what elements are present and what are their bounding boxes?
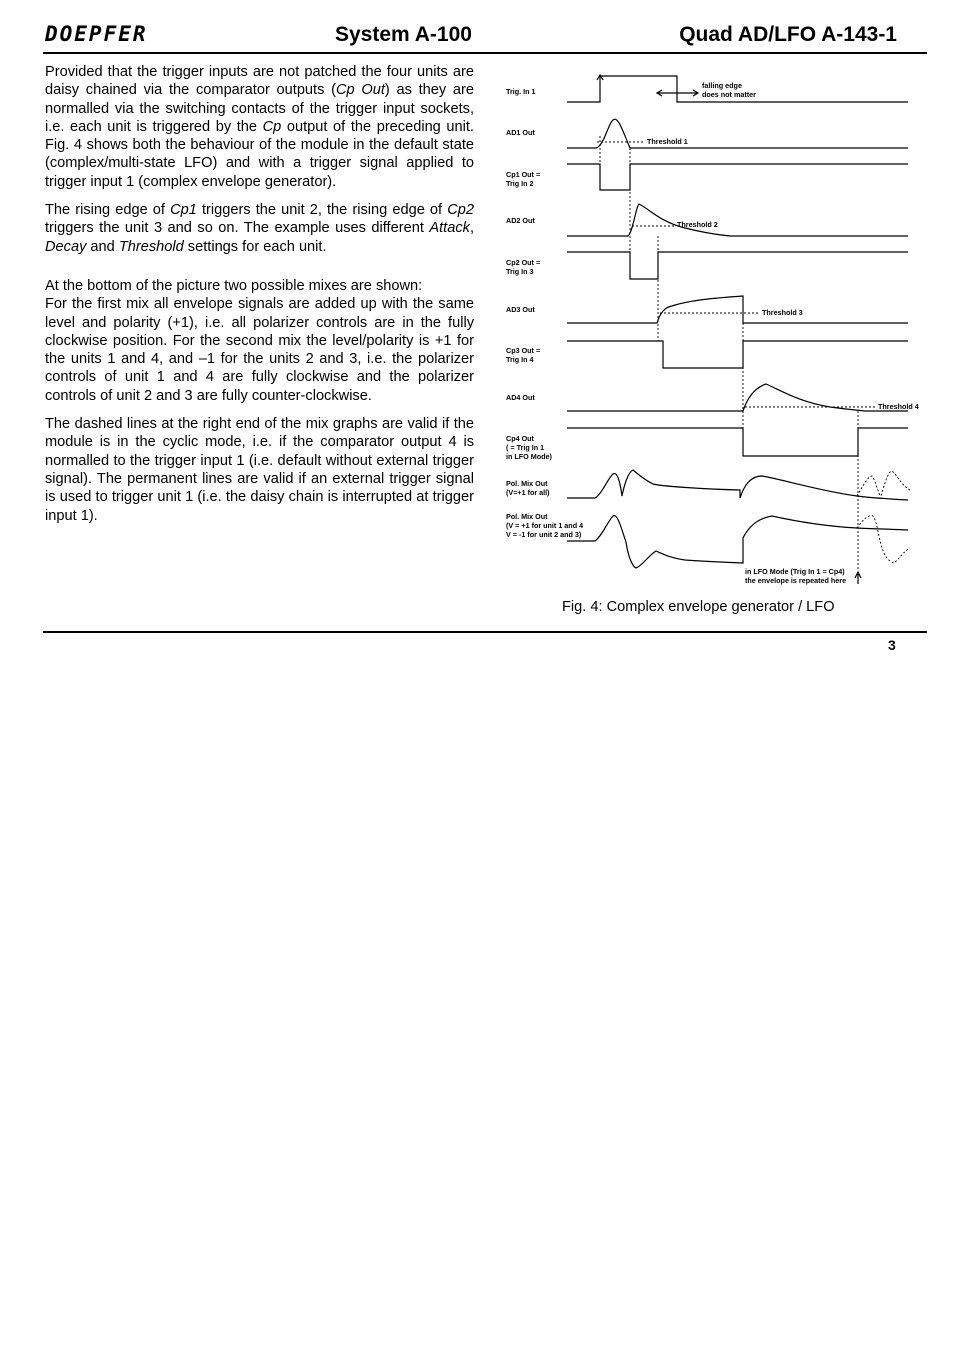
label-cp4-out-3: in LFO Mode): [506, 452, 552, 461]
page-number: 3: [888, 637, 896, 653]
trace-mix-1-cyclic: [857, 471, 910, 496]
page-header: [43, 18, 927, 54]
label-threshold-4: Threshold 4: [878, 402, 919, 411]
label-ad3-out: AD3 Out: [506, 305, 535, 314]
trace-cp1-out: [567, 164, 908, 190]
label-ad1-out: AD1 Out: [506, 128, 535, 137]
module-title: Quad AD/LFO A-143-1: [679, 23, 897, 46]
label-cp2-out: Cp2 Out =: [506, 258, 541, 267]
label-cp4-out-2: ( = Trig In 1: [506, 443, 545, 452]
label-mix2-2: (V = +1 for unit 1 and 4: [506, 521, 584, 530]
label-cp1-out-2: Trig In 2: [506, 179, 534, 188]
label-mix2-3: V = -1 for unit 2 and 3): [506, 530, 582, 539]
label-trig-in-1: Trig. In 1: [506, 87, 536, 96]
paragraph-3: At the bottom of the picture two possible mixes are shown:: [45, 277, 423, 294]
trace-cp2-out: [567, 252, 908, 279]
trace-cp3-out: [567, 341, 908, 368]
label-cp3-out-2: Trig In 4: [506, 355, 534, 364]
paragraph-1: Provided that the trigger inputs are not patched the four units are daisy chained via the comparator outputs (Cp Out) as they are normalled via the switching contacts of the trigger input sockets, i.e. each unit is triggered by the Cp output of the preceding unit. Fig. 4 shows both the behaviour of the module in the default state (complex/multi-state LFO) and with a trigger signal applied to trigger input 1 (complex envelope generator).: [45, 64, 474, 190]
paragraph-2: The rising edge of Cp1 triggers the unit 2, the rising edge of Cp2 triggers the unit 3 and so on. The example uses different Attack, Decay and Threshold settings for each unit.: [45, 202, 474, 255]
label-ad2-out: AD2 Out: [506, 216, 535, 225]
label-falling-edge: falling edge: [702, 81, 742, 90]
trace-cp4-out: [567, 428, 908, 456]
page-footer-rule: [43, 631, 927, 633]
trace-ad4-out: [567, 384, 908, 411]
paragraph-5: The dashed lines at the right end of the mix graphs are valid if the module is in the cyclic mode, i.e. if the comparator output 4 is normalled to the trigger input 1 (i.e. default without external trigger signal). The permanent lines are valid if an external trigger signal is used to trigger unit 1 (i.e. the daisy chain is interrupted at trigger input 1).: [45, 416, 474, 524]
figure-caption: Fig. 4: Complex envelope generator / LFO: [562, 599, 835, 615]
trace-mix-2-cyclic: [857, 516, 910, 563]
body-text: [45, 63, 474, 535]
lfo-arrow-icon: [855, 572, 861, 584]
trace-ad2-out: [567, 204, 908, 236]
label-lfo-note-2: the envelope is repeated here: [745, 576, 847, 585]
label-threshold-3: Threshold 3: [762, 308, 803, 317]
label-falling-edge-2: does not matter: [702, 90, 756, 99]
paragraph-4: For the first mix all envelope signals are added up with the same level and polarity (+1), i.e. all polarizer controls are in the fully clockwise position. For the second mix the level/polarity is +1 for the units 1 and 4, and –1 for the units 2 and 3, i.e. the polarizer controls of unit 1 and 4 are fully clockwise and the polarizer controls of unit 2 and 3 are fully counter-clockwise.: [45, 296, 474, 404]
label-cp2-out-2: Trig In 3: [506, 267, 534, 276]
brand-logo: DOEPFER: [45, 22, 148, 46]
trace-ad1-out: [567, 119, 908, 148]
label-cp4-out: Cp4 Out: [506, 434, 534, 443]
label-threshold-1: Threshold 1: [647, 137, 688, 146]
label-cp1-out: Cp1 Out =: [506, 170, 541, 179]
label-lfo-note: in LFO Mode (Trig In 1 = Cp4): [745, 567, 845, 576]
trace-mix-2: [567, 516, 908, 568]
label-cp3-out: Cp3 Out =: [506, 346, 541, 355]
label-mix1-2: (V=+1 for all): [506, 488, 550, 497]
label-threshold-2: Threshold 2: [677, 220, 718, 229]
label-mix1: Pol. Mix Out: [506, 479, 548, 488]
timing-diagram: [500, 66, 930, 596]
label-mix2: Pol. Mix Out: [506, 512, 548, 521]
label-ad4-out: AD4 Out: [506, 393, 535, 402]
trace-ad3-out: [567, 296, 908, 323]
system-title: System A-100: [335, 23, 472, 46]
